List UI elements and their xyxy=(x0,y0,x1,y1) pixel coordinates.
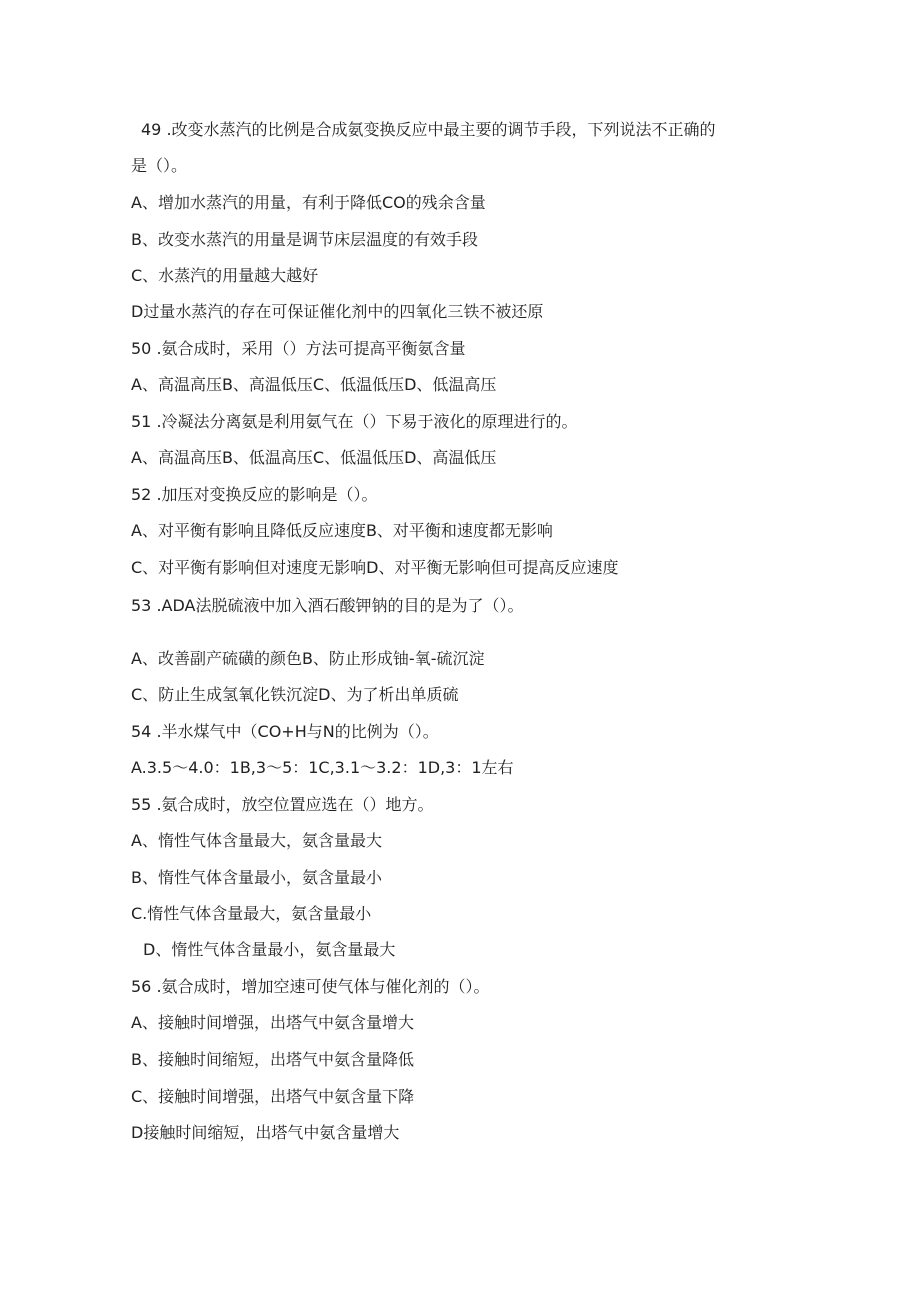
question-55-option-d: D、惰性气体含量最小，氨含量最大 xyxy=(143,940,396,959)
question-55-option-b: B、惰性气体含量最小，氨含量最小 xyxy=(131,868,382,887)
question-49-option-b: B、改变水蒸汽的用量是调节床层温度的有效手段 xyxy=(131,230,478,249)
question-49-stem-cont: 是（）。 xyxy=(131,156,188,175)
question-53-options-cd: C、防止生成氢氧化铁沉淀D、为了析出单质硫 xyxy=(131,685,459,704)
question-56-option-d: D接触时间缩短，出塔气中氨含量增大 xyxy=(131,1123,400,1142)
question-55-option-a: A、惰性气体含量最大，氨含量最大 xyxy=(131,831,382,850)
question-52-options-cd: C、对平衡有影响但对速度无影响D、对平衡无影响但可提高反应速度 xyxy=(131,558,619,577)
question-56-option-a: A、接触时间增强，出塔气中氨含量增大 xyxy=(131,1013,414,1032)
question-51-options: A、高温高压B、低温高压C、低温低压D、高温低压 xyxy=(131,448,497,467)
question-49-option-a: A、增加水蒸汽的用量，有利于降低CO的残余含量 xyxy=(131,193,486,212)
question-56-stem: 56 .氨合成时，增加空速可使气体与催化剂的（）。 xyxy=(131,977,490,996)
question-49-option-d: D过量水蒸汽的存在可保证催化剂中的四氧化三铁不被还原 xyxy=(131,302,544,321)
question-54-options: A.3.5〜4.0：1B,3〜5：1C,3.1〜3.2：1D,3：1左右 xyxy=(131,758,514,777)
question-53-stem: 53 .ADA法脱硫液中加入酒石酸钾钠的目的是为了（）。 xyxy=(131,596,524,615)
question-56-option-b: B、接触时间缩短，出塔气中氨含量降低 xyxy=(131,1050,414,1069)
question-52-stem: 52 .加压对变换反应的影响是（）。 xyxy=(131,485,378,504)
question-56-option-c: C、接触时间增强，出塔气中氨含量下降 xyxy=(131,1087,415,1106)
question-49-stem: 49 .改变水蒸汽的比例是合成氨变换反应中最主要的调节手段，下列说法不正确的 xyxy=(141,120,716,139)
question-50-options: A、高温高压B、高温低压C、低温低压D、低温高压 xyxy=(131,375,497,394)
question-53-options-ab: A、改善副产硫磺的颜色B、防止形成铀-氧-硫沉淀 xyxy=(131,649,485,668)
question-50-stem: 50 .氨合成时，采用（）方法可提高平衡氨含量 xyxy=(131,339,466,358)
question-55-option-c: C.惰性气体含量最大，氨含量最小 xyxy=(131,904,372,923)
question-54-stem: 54 .半水煤气中（CO+H与N的比例为（）。 xyxy=(131,722,439,741)
question-55-stem: 55 .氨合成时，放空位置应选在（）地方。 xyxy=(131,795,434,814)
question-51-stem: 51 .冷凝法分离氨是利用氨气在（）下易于液化的原理进行的。 xyxy=(131,412,578,431)
question-49-option-c: C、水蒸汽的用量越大越好 xyxy=(131,266,319,285)
question-52-options-ab: A、对平衡有影响且降低反应速度B、对平衡和速度都无影响 xyxy=(131,521,553,540)
